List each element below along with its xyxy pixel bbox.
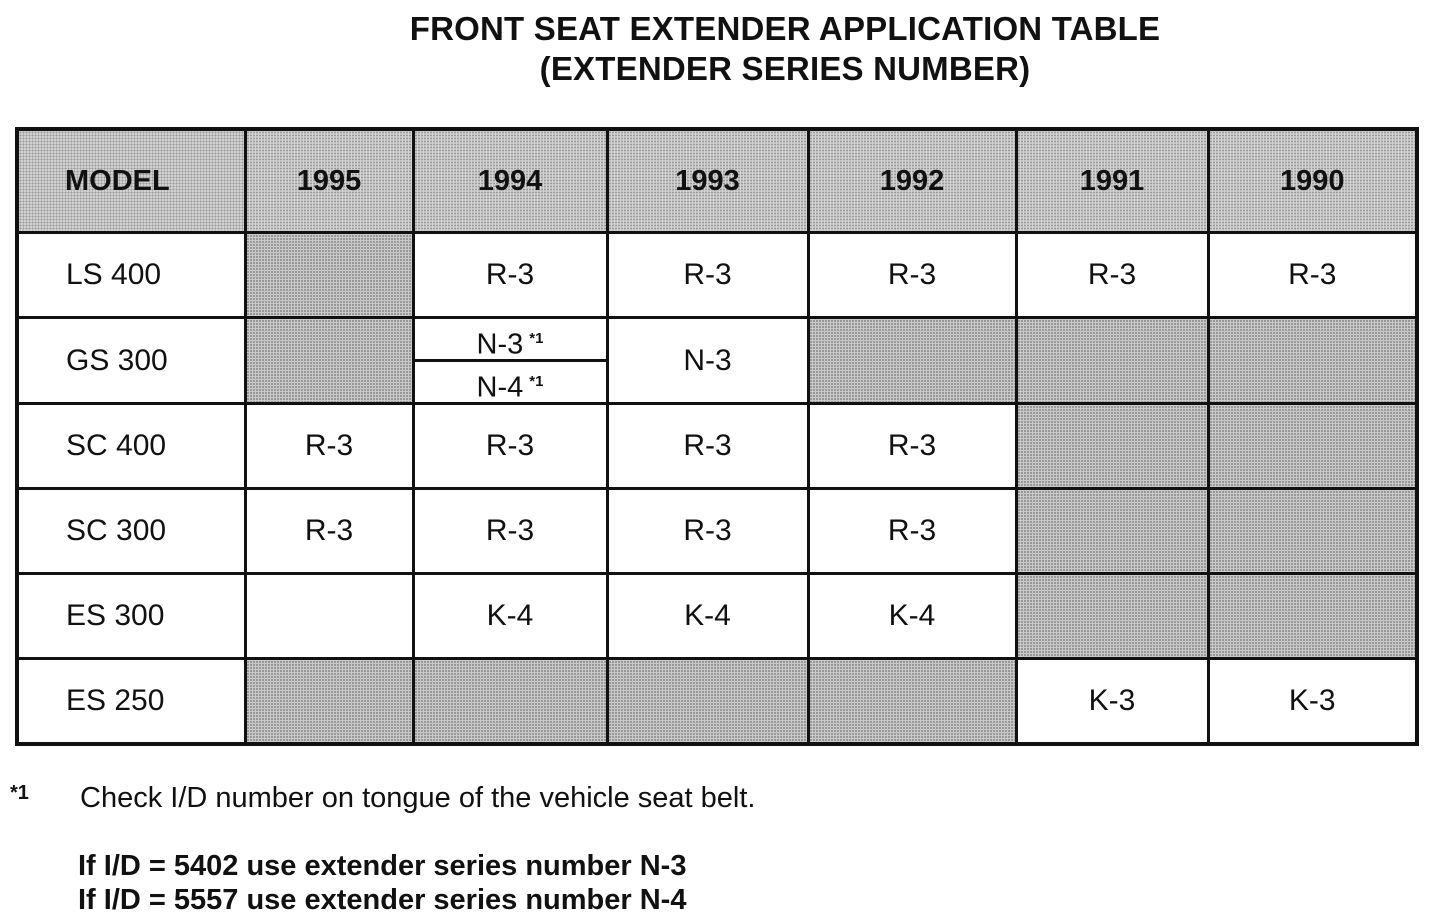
split-cell-bottom bbox=[415, 362, 606, 402]
table-cell: R-3 bbox=[1208, 233, 1417, 318]
not-applicable-cell bbox=[1016, 489, 1208, 574]
table-cell: R-3 bbox=[808, 404, 1016, 489]
header-year-1990: 1990 bbox=[1208, 129, 1417, 233]
table-cell: R-3 bbox=[808, 233, 1016, 318]
model-cell: GS 300 bbox=[17, 318, 245, 404]
header-year-1992: 1992 bbox=[808, 129, 1016, 233]
table-cell: R-3 bbox=[245, 489, 413, 574]
extender-application-table bbox=[15, 127, 1419, 746]
table-cell: K-4 bbox=[413, 574, 607, 659]
not-applicable-cell bbox=[1208, 489, 1417, 574]
model-cell: ES 300 bbox=[17, 574, 245, 659]
table-cell: R-3 bbox=[245, 404, 413, 489]
split-cell bbox=[413, 318, 607, 404]
page-title: FRONT SEAT EXTENDER APPLICATION TABLE bbox=[409, 10, 1161, 47]
footnote-reference: *1 bbox=[529, 330, 544, 347]
header-year-1994: 1994 bbox=[413, 129, 607, 233]
model-cell: ES 250 bbox=[17, 659, 245, 745]
table-cell: K-3 bbox=[1016, 659, 1208, 745]
table-cell: K-3 bbox=[1208, 659, 1417, 745]
page-subtitle: (EXTENDER SERIES NUMBER) bbox=[539, 50, 1031, 87]
model-cell: LS 400 bbox=[17, 233, 245, 318]
cell-value: N-3 bbox=[476, 328, 524, 361]
not-applicable-cell bbox=[245, 233, 413, 318]
not-applicable-cell bbox=[1208, 318, 1417, 404]
table-cell: R-3 bbox=[607, 489, 808, 574]
not-applicable-cell bbox=[607, 659, 808, 745]
table-cell: R-3 bbox=[607, 233, 808, 318]
table-row-es300 bbox=[17, 574, 1417, 659]
table-row-sc300 bbox=[17, 489, 1417, 574]
model-cell: SC 400 bbox=[17, 404, 245, 489]
table-row-es250 bbox=[17, 659, 1417, 745]
not-applicable-cell bbox=[245, 659, 413, 745]
not-applicable-cell bbox=[413, 659, 607, 745]
cell-value: N-4 bbox=[476, 371, 524, 404]
not-applicable-cell bbox=[1016, 318, 1208, 404]
table-cell: R-3 bbox=[1016, 233, 1208, 318]
not-applicable-cell bbox=[1208, 574, 1417, 659]
table-row-ls400 bbox=[17, 233, 1417, 318]
table-cell: R-3 bbox=[413, 489, 607, 574]
footnote-rule-n4: If I/D = 5557 use extender series number N-4 bbox=[78, 884, 687, 916]
table-row-sc400 bbox=[17, 404, 1417, 489]
footnote-marker: *1 bbox=[10, 782, 29, 804]
footnote-text: Check I/D number on tongue of the vehicle seat belt. bbox=[80, 782, 756, 814]
header-row bbox=[17, 129, 1417, 233]
model-cell: SC 300 bbox=[17, 489, 245, 574]
table-row-gs300 bbox=[17, 318, 1417, 404]
table-cell: R-3 bbox=[808, 489, 1016, 574]
footnote-rule-n3: If I/D = 5402 use extender series number N-3 bbox=[78, 850, 687, 882]
not-applicable-cell bbox=[245, 318, 413, 404]
table-cell: R-3 bbox=[413, 404, 607, 489]
table-cell bbox=[245, 574, 413, 659]
footnote-reference: *1 bbox=[529, 373, 544, 390]
split-cell-top bbox=[415, 319, 606, 362]
header-year-1993: 1993 bbox=[607, 129, 808, 233]
not-applicable-cell bbox=[1208, 404, 1417, 489]
table-cell: K-4 bbox=[808, 574, 1016, 659]
table-cell: R-3 bbox=[607, 404, 808, 489]
not-applicable-cell bbox=[1016, 404, 1208, 489]
header-year-1991: 1991 bbox=[1016, 129, 1208, 233]
table-cell: K-4 bbox=[607, 574, 808, 659]
not-applicable-cell bbox=[808, 318, 1016, 404]
not-applicable-cell bbox=[808, 659, 1016, 745]
table-cell: R-3 bbox=[413, 233, 607, 318]
not-applicable-cell bbox=[1016, 574, 1208, 659]
table-cell: N-3 bbox=[607, 318, 808, 404]
header-model: MODEL bbox=[17, 129, 245, 233]
header-year-1995: 1995 bbox=[245, 129, 413, 233]
